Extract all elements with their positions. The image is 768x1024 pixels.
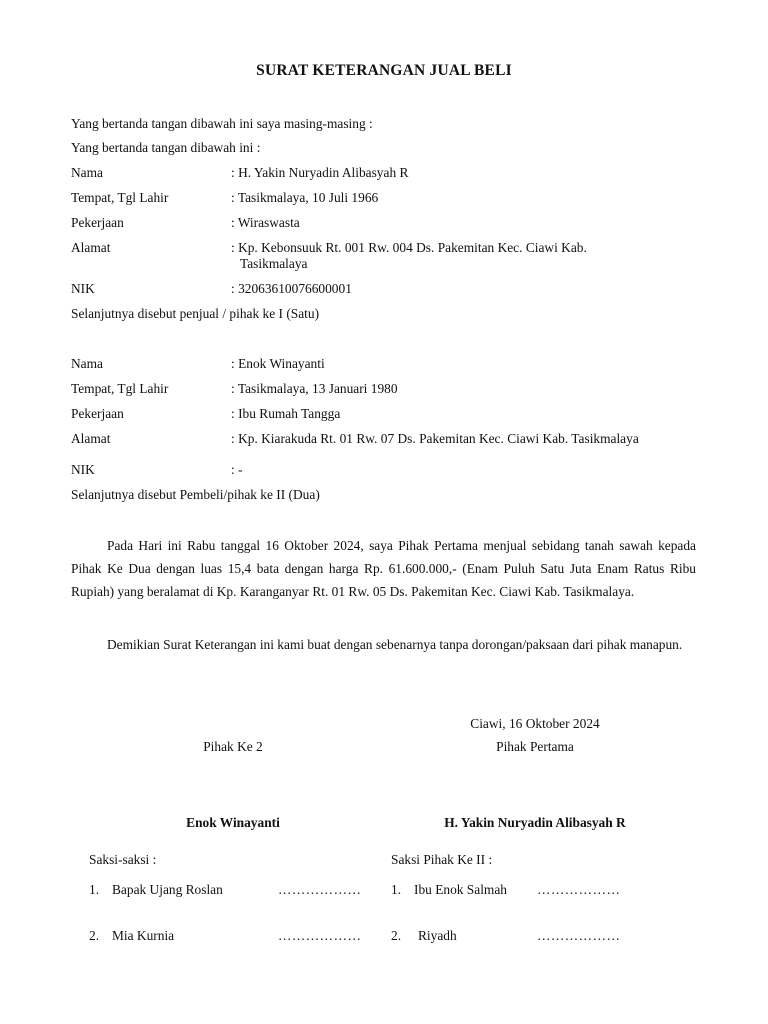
witness-left-2-name: Mia Kurnia <box>112 928 175 943</box>
body-paragraph-1 <box>71 534 696 603</box>
seller-alamat-label: Alamat <box>71 240 111 255</box>
witness-left-2-signature-line: ……………… <box>278 928 362 943</box>
buyer-nama-label: Nama <box>71 356 103 371</box>
seller-note: Selanjutnya disebut penjual / pihak ke I (Satu) <box>71 306 320 321</box>
seller-ttl-value: : Tasikmalaya, 10 Juli 1966 <box>231 190 379 205</box>
witnesses-left-heading: Saksi-saksi : <box>89 852 157 867</box>
seller-alamat-value: : Kp. Kebonsuuk Rt. 001 Rw. 004 Ds. Pakemitan Kec. Ciawi Kab. <box>231 240 587 255</box>
seller-pekerjaan-label: Pekerjaan <box>71 215 124 230</box>
document-title: SURAT KETERANGAN JUAL BELI <box>256 62 512 79</box>
seller-nama-value: : H. Yakin Nuryadin Alibasyah R <box>231 165 409 180</box>
intro-line-1: Yang bertanda tangan dibawah ini saya masing-masing : <box>71 116 373 131</box>
witness-right-1-signature-line: ……………… <box>537 882 621 897</box>
left-signatory-role: Pihak Ke 2 <box>203 739 263 754</box>
witness-left-2-number: 2. <box>89 928 100 943</box>
body-paragraph-2-text: Demikian Surat Keterangan ini kami buat dengan sebenarnya tanpa dorongan/paksaan dari pihak manapun. <box>107 637 683 652</box>
seller-nama-label: Nama <box>71 165 103 180</box>
buyer-nama-value: : Enok Winayanti <box>231 356 325 371</box>
seller-alamat-value-line2: Tasikmalaya <box>240 256 308 271</box>
witness-left-1-number: 1. <box>89 882 100 897</box>
buyer-nik-value: : - <box>231 462 243 477</box>
witness-right-2-signature-line: ……………… <box>537 928 621 943</box>
witness-right-1-name: Ibu Enok Salmah <box>414 882 507 897</box>
body-paragraph-2 <box>71 633 696 656</box>
witness-left-1-signature-line: ……………… <box>278 882 362 897</box>
seller-nik-label: NIK <box>71 281 95 296</box>
buyer-pekerjaan-label: Pekerjaan <box>71 406 124 421</box>
witness-right-2-name: Riyadh <box>418 928 457 943</box>
buyer-alamat-value: : Kp. Kiarakuda Rt. 01 Rw. 07 Ds. Pakemitan Kec. Ciawi Kab. Tasikmalaya <box>231 431 639 446</box>
buyer-nik-label: NIK <box>71 462 95 477</box>
body-paragraph-1-text: Pada Hari ini Rabu tanggal 16 Oktober 2024, saya Pihak Pertama menjual sebidang tanah sawah kepada Pihak Ke Dua dengan luas 15,4 bata dengan harga Rp. 61.600.000,- (Enam Puluh Satu Juta Enam Ratus Ribu Rupiah) yang beralamat di Kp. Karanganyar Rt. 01 Rw. 05 Ds. Pakemitan Kec. Ciawi Kab. Tasikmalaya. <box>71 538 696 599</box>
buyer-ttl-label: Tempat, Tgl Lahir <box>71 381 169 396</box>
witness-right-2-number: 2. <box>391 928 402 943</box>
place-date: Ciawi, 16 Oktober 2024 <box>470 716 600 731</box>
right-signatory-name: H. Yakin Nuryadin Alibasyah R <box>444 815 626 830</box>
witness-right-1-number: 1. <box>391 882 402 897</box>
buyer-note: Selanjutnya disebut Pembeli/pihak ke II (Dua) <box>71 487 320 502</box>
seller-ttl-label: Tempat, Tgl Lahir <box>71 190 169 205</box>
right-signatory-role: Pihak Pertama <box>496 739 574 754</box>
left-signatory-name: Enok Winayanti <box>186 815 280 830</box>
witnesses-right-heading: Saksi Pihak Ke II : <box>391 852 493 867</box>
buyer-alamat-label: Alamat <box>71 431 111 446</box>
buyer-pekerjaan-value: : Ibu Rumah Tangga <box>231 406 341 421</box>
witness-left-1-name: Bapak Ujang Roslan <box>112 882 223 897</box>
seller-nik-value: : 32063610076600001 <box>231 281 352 296</box>
buyer-ttl-value: : Tasikmalaya, 13 Januari 1980 <box>231 381 398 396</box>
seller-pekerjaan-value: : Wiraswasta <box>231 215 300 230</box>
intro-line-2: Yang bertanda tangan dibawah ini : <box>71 140 261 155</box>
